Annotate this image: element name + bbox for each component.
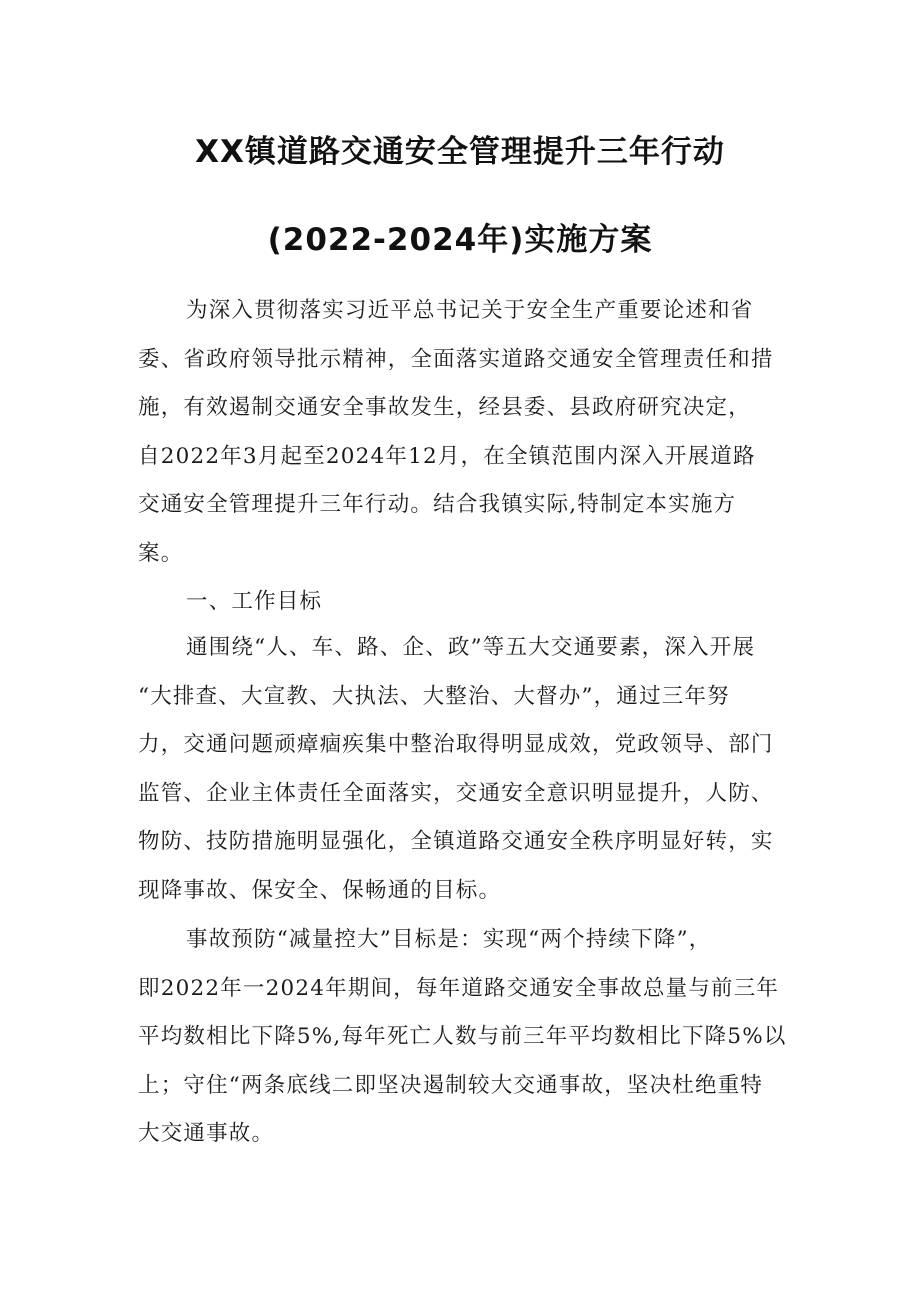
- goal-paragraph: [138, 624, 788, 915]
- text-line: 通围绕“人、车、路、企、政”等五大交通要素，深入开展: [186, 635, 756, 660]
- text-line: 监管、企业主体责任全面落实，交通安全意识明显提升，人防、: [138, 780, 774, 806]
- intro-paragraph: [138, 287, 788, 578]
- document-title-line-1: XX镇道路交通安全管理提升三年行动: [195, 134, 725, 170]
- section-heading: 一、工作目标: [186, 589, 323, 614]
- document-title-line-2: (2022-2024年)实施方案: [267, 222, 653, 258]
- text-line: 事故预防“减量控大”目标是：实现“两个持续下降”，: [186, 927, 712, 952]
- text-line: 力，交通问题顽瘴痼疾集中整治取得明显成效，党政领导、部门: [138, 732, 774, 757]
- text-line: 现降事故、保安全、保畅通的目标。: [138, 877, 502, 903]
- text-line: 上；守住“两条底线二即坚决遏制较大交通事故，坚决杜绝重特: [138, 1072, 764, 1098]
- target-paragraph: [138, 916, 788, 1159]
- text-line: 即2022年一2024年期间，每年道路交通安全事故总量与前三年: [138, 975, 780, 1001]
- text-line: 为深入贯彻落实习近平总书记关于安全生产重要论述和省: [186, 298, 754, 323]
- text-line: 施，有效遏制交通安全事故发生，经县委、县政府研究决定，: [138, 395, 751, 420]
- text-line: 委、省政府领导批示精神，全面落实道路交通安全管理责任和措: [138, 346, 774, 372]
- text-line: 大交通事故。: [138, 1121, 275, 1146]
- text-line: 自2022年3月起至2024年12月，在全镇范围内深入开展道路: [138, 443, 756, 469]
- text-line: “大排查、大宣教、大执法、大整治、大督办”，通过三年努: [138, 683, 730, 709]
- text-line: 案。: [138, 540, 184, 566]
- text-line: 交通安全管理提升三年行动。结合我镇实际,特制定本实施方: [138, 492, 737, 517]
- text-line: 平均数相比下降5%,每年死亡人数与前三年平均数相比下降5%以: [138, 1024, 787, 1049]
- section-heading-goals: [138, 578, 788, 627]
- text-line: 物防、技防措施明显强化，全镇道路交通安全秩序明显好转，实: [138, 829, 774, 854]
